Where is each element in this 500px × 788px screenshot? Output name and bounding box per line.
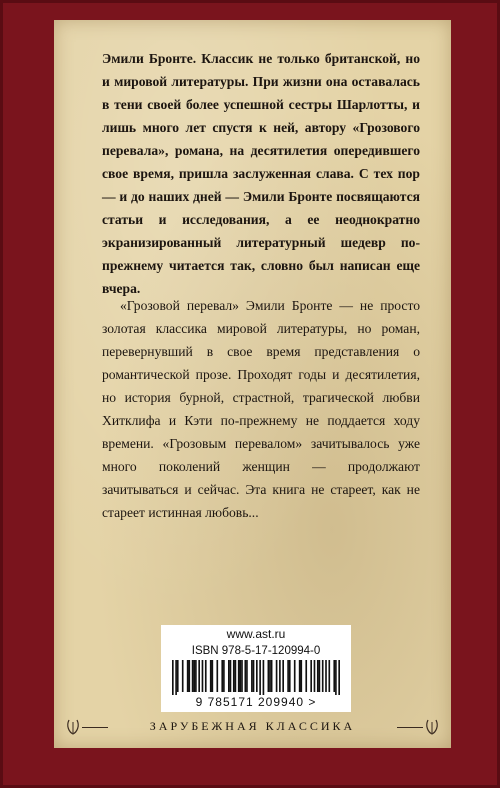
author-bio: Эмили Бронте. Классик не только британской, но и мировой литературы. При жизни она оставалась в тени своей более успешной сестры Шарлотты, и лишь много лет спустя к ней, автору «Грозового перевала», романа, на десятилетия опередившего свое время, пришла заслуженная слава. С тех пор — и до наших дней — Эмили Бронте посвящаются статьи и исследования, а ее неоднократно экранизированный литературный шедевр по-прежнему читается так, словно был написан еще вчера.: [102, 51, 420, 296]
ornament-right-icon: [425, 718, 439, 736]
series-title: ЗАРУБЕЖНАЯ КЛАССИКА: [149, 719, 356, 733]
barcode-label: [161, 625, 351, 712]
series-footer: [54, 717, 451, 737]
ornament-line-right: [397, 727, 423, 728]
book-annotation: «Грозовой перевал» Эмили Бронте — не просто золотая классика мировой литературы, но роман, перевернувший в свое время представления о романтической прозе. Проходят годы и десятилетия, но история бурной, страстной, трагической любви Хитклифа и Кэти по-прежнему не поддается ходу времени. «Грозовым перевалом» зачитывалось уже много поколений женщин — продолжают зачитываться и сейчас. Эта книга не стареет, как не стареет истинная любовь...: [102, 298, 420, 520]
isbn-number: ISBN 978-5-17-120994-0: [191, 645, 321, 657]
text-panel: [54, 20, 451, 748]
publisher-url: www.ast.ru: [226, 627, 286, 641]
ornament-left-icon: [66, 718, 80, 736]
barcode-icon: [166, 660, 346, 696]
ornament-line-left: [82, 727, 108, 728]
barcode-digits: 9 785171 209940 >: [161, 695, 351, 709]
